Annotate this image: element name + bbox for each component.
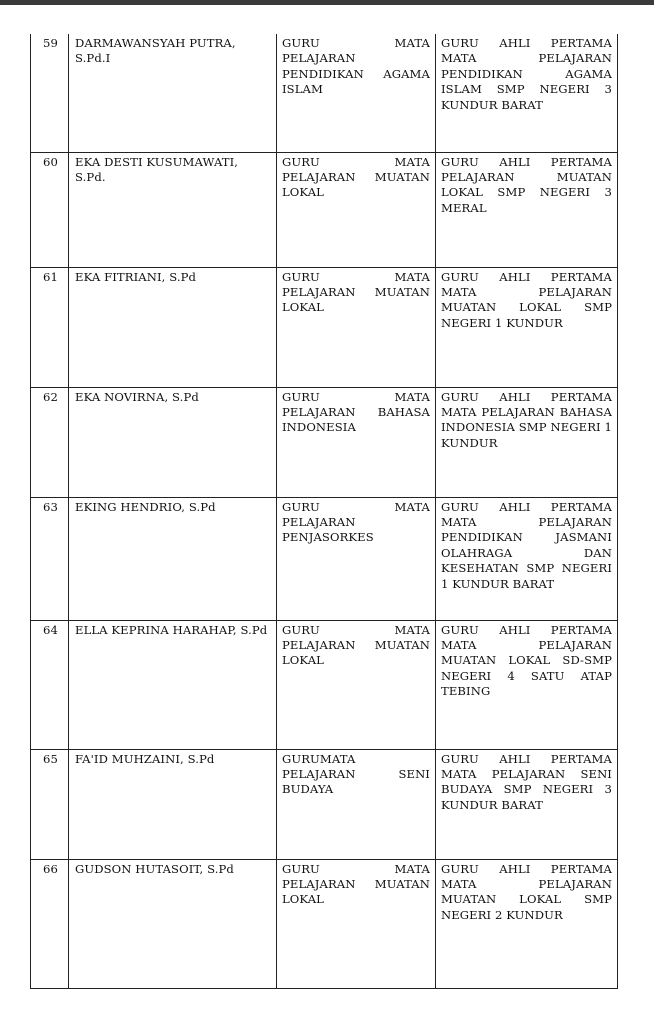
employee-name: DARMAWANSYAH PUTRA, S.Pd.I [69,34,277,152]
employee-name: FA'ID MUHZAINI, S.Pd [69,749,277,859]
employee-name: GUDSON HUTASOIT, S.Pd [69,859,277,988]
row-number: 59 [31,34,69,152]
table-row [31,34,618,152]
table-row [31,267,618,387]
position: GURU MATA PELAJARAN PENDIDIKAN AGAMA ISLAM [277,34,436,152]
row-number: 62 [31,387,69,497]
row-number: 64 [31,620,69,749]
employee-name: EKA FITRIANI, S.Pd [69,267,277,387]
row-number: 63 [31,497,69,620]
position: GURU MATA PELAJARAN MUATAN LOKAL [277,267,436,387]
row-number: 65 [31,749,69,859]
position: GURU MATA PELAJARAN MUATAN LOKAL [277,152,436,267]
placement: GURU AHLI PERTAMA PELAJARAN MUATAN LOKAL SMP NEGERI 3 MERAL [436,152,618,267]
placement: GURU AHLI PERTAMA MATA PELAJARAN SENI BUDAYA SMP NEGERI 3 KUNDUR BARAT [436,749,618,859]
placement: GURU AHLI PERTAMA MATA PELAJARAN PENDIDIKAN JASMANI OLAHRAGA DAN KESEHATAN SMP NEGERI 1 KUNDUR BARAT [436,497,618,620]
top-bar [0,0,654,5]
position: GURU MATA PELAJARAN MUATAN LOKAL [277,859,436,988]
placement: GURU AHLI PERTAMA MATA PELAJARAN MUATAN LOKAL SMP NEGERI 2 KUNDUR [436,859,618,988]
employee-name: EKA NOVIRNA, S.Pd [69,387,277,497]
table-row [31,152,618,267]
table-row [31,387,618,497]
employee-name: ELLA KEPRINA HARAHAP, S.Pd [69,620,277,749]
row-number: 66 [31,859,69,988]
table-row [31,497,618,620]
table-row [31,749,618,859]
row-number: 61 [31,267,69,387]
employee-name: EKING HENDRIO, S.Pd [69,497,277,620]
placement: GURU AHLI PERTAMA MATA PELAJARAN BAHASA INDONESIA SMP NEGERI 1 KUNDUR [436,387,618,497]
position: GURU MATA PELAJARAN BAHASA INDONESIA [277,387,436,497]
placement: GURU AHLI PERTAMA MATA PELAJARAN MUATAN LOKAL SD-SMP NEGERI 4 SATU ATAP TEBING [436,620,618,749]
position: GURU MATA PELAJARAN PENJASORKES [277,497,436,620]
placement: GURU AHLI PERTAMA MATA PELAJARAN PENDIDIKAN AGAMA ISLAM SMP NEGERI 3 KUNDUR BARAT [436,34,618,152]
placement: GURU AHLI PERTAMA MATA PELAJARAN MUATAN LOKAL SMP NEGERI 1 KUNDUR [436,267,618,387]
row-number: 60 [31,152,69,267]
position: GURUMATA PELAJARAN SENI BUDAYA [277,749,436,859]
employee-table [30,34,618,989]
position: GURU MATA PELAJARAN MUATAN LOKAL [277,620,436,749]
table-row [31,859,618,988]
table-row [31,620,618,749]
employee-name: EKA DESTI KUSUMAWATI, S.Pd. [69,152,277,267]
